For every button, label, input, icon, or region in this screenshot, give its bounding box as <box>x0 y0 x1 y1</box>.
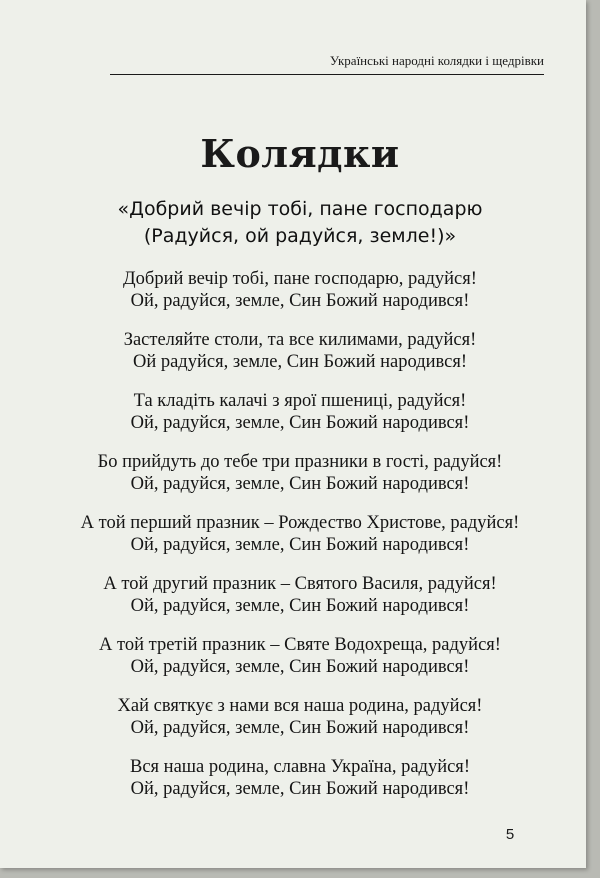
verse-refrain: Ой, радуйся, земле, Син Божий народився! <box>130 535 470 555</box>
running-header: Українські народні колядки і щедрівки <box>110 52 544 75</box>
verse <box>0 329 600 390</box>
section-title: Колядки <box>200 131 400 176</box>
song-title <box>0 196 600 250</box>
song-title-line-2: (Радуйся, ой радуйся, земле!)» <box>143 225 457 247</box>
verse-line: Бо прийдуть до тебе три празники в гості, радуйся! <box>97 452 503 472</box>
verse <box>0 390 600 451</box>
verse-line: Вся наша родина, славна Україна, радуйся! <box>130 757 470 777</box>
verse-refrain: Ой, радуйся, земле, Син Божий народився! <box>130 474 470 494</box>
verse-line: Застеляйте столи, та все килимами, радуйся! <box>123 330 477 350</box>
verse-refrain: Ой, радуйся, земле, Син Божий народився! <box>130 718 470 738</box>
verse <box>0 634 600 695</box>
verse <box>0 695 600 756</box>
page-number: 5 <box>505 826 515 843</box>
verse-refrain: Ой, радуйся, земле, Син Божий народився! <box>130 291 470 311</box>
verse-refrain: Ой, радуйся, земле, Син Божий народився! <box>130 413 470 433</box>
verse-line: Добрий вечір тобі, пане господарю, радуйся! <box>123 269 477 289</box>
verse <box>0 451 600 512</box>
song-title-line-1: «Добрий вечір тобі, пане господарю <box>117 198 483 220</box>
verse-refrain: Ой, радуйся, земле, Син Божий народився! <box>130 779 470 799</box>
verse-line: Хай святкує з нами вся наша родина, радуйся! <box>117 696 483 716</box>
verse <box>0 573 600 634</box>
verse-refrain: Ой радуйся, земле, Син Божий народився! <box>132 352 468 372</box>
verse-line: Та кладіть калачі з ярої пшениці, радуйся! <box>133 391 467 411</box>
song-verses <box>0 268 600 817</box>
verse-line: А той перший празник – Рождество Христове, радуйся! <box>80 513 520 533</box>
verse-line: А той другий празник – Святого Василя, радуйся! <box>103 574 497 594</box>
verse-refrain: Ой, радуйся, земле, Син Божий народився! <box>130 596 470 616</box>
verse-refrain: Ой, радуйся, земле, Син Божий народився! <box>130 657 470 677</box>
verse-line: А той третій празник – Святе Водохреща, радуйся! <box>99 635 501 655</box>
verse <box>0 756 600 817</box>
verse <box>0 512 600 573</box>
verse <box>0 268 600 329</box>
